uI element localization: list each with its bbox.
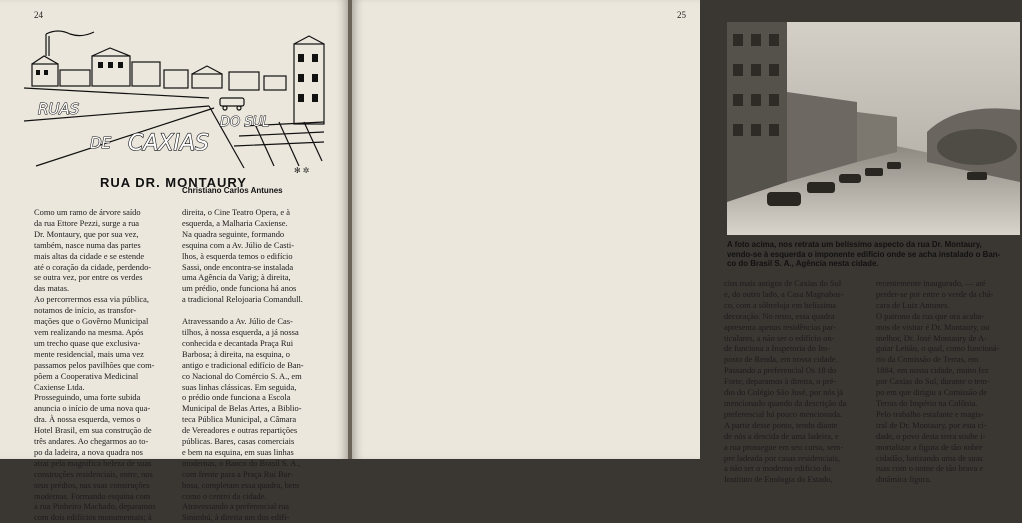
text-line: pre ladeada por casas residenciais, xyxy=(724,452,840,463)
text-line: Sassi, onde encontra-se instalada xyxy=(182,261,294,272)
author-name: Christiano Carlos Antunes xyxy=(182,186,283,195)
text-line: mações que o Govêrno Municipal xyxy=(34,316,149,327)
text-line: po em que dirigiu a Comissão de xyxy=(876,387,988,398)
text-line: um prédio, onde funciona há anos xyxy=(182,283,297,294)
text-line: a não ser o moderno edifício do xyxy=(724,463,831,474)
text-line: das matas. xyxy=(34,283,70,294)
text-line: antigo e tradicional edifício de Ban- xyxy=(182,359,304,370)
text-line: um trecho quase que exclusiva- xyxy=(34,337,141,348)
text-line: Atravessando a Av. Júlio de Cas- xyxy=(182,316,293,327)
text-line: o prédio onde funciona a Escola xyxy=(182,392,291,403)
text-line: teca Pública Municipal, a Câmara xyxy=(182,414,297,425)
page-number-left: 24 xyxy=(34,10,43,20)
text-line: atrai pela magnífica beleza de suas xyxy=(34,457,152,468)
text-line: preferencial há pouco mencionada. xyxy=(724,408,843,419)
text-line: Instituto de Enologia do Estado, xyxy=(724,474,833,485)
text-line: tilhos, à nossa esquerda, a já nossa xyxy=(182,326,299,337)
text-line: guiar Leitão, o qual, como funcioná- xyxy=(876,343,1000,354)
text-line: direita, o Cine Teatro Opera, e à xyxy=(182,207,290,217)
text-line: A foto acima, nos retrata um belíssimo aspecto da rua Dr. Montaury, xyxy=(727,240,982,249)
text-line: construções residenciais, entre, nos xyxy=(34,468,153,479)
text-line: esquerda, a Malharia Caxiense. xyxy=(182,217,288,228)
text-line: de funciona a Inspetoria do Im- xyxy=(724,343,831,354)
text-line: conhecida e decantada Praça Rui xyxy=(182,337,294,348)
text-line: ticulares, a não ser o edifício on- xyxy=(724,332,835,343)
right-page xyxy=(352,0,1001,485)
text-line: apresenta apenas residências par- xyxy=(724,321,837,332)
text-line: e, do outro lado, a Casa Magnabos- xyxy=(724,288,844,299)
text-line: Caxiense Ltda. xyxy=(34,381,85,392)
text-line: Dr. Montaury, que por sua vez, xyxy=(34,228,139,239)
text-line: 1884, em nossa cidade, muito fez xyxy=(876,365,989,376)
text-line: Municipal de Belas Artes, a Biblio- xyxy=(182,403,302,414)
text-line: três andares. Ao chegarmos ao to- xyxy=(34,436,149,447)
text-line: perder-se por entre o verde da chá- xyxy=(876,288,994,299)
text-line: posto de Renda, em nossa cidade. xyxy=(724,354,838,365)
text-line: até o coração da cidade, perdendo- xyxy=(34,261,152,272)
text-line: modernas, o Banco do Brasil S. A., xyxy=(182,457,301,468)
text-line: ruas com o nome de tão brava e xyxy=(876,463,984,474)
text-line: mos de visitar é Dr. Montaury, ou xyxy=(876,321,990,332)
text-line: com dois edifícios monumentais; à xyxy=(34,512,152,523)
text-line: vem realizando na mesma. Após xyxy=(34,326,144,337)
text-line: a rua Pinheiro Machado, deparamos xyxy=(34,501,156,512)
text-line: cios mais antigos de Caxias do Sul xyxy=(724,278,842,288)
photo-caption xyxy=(727,240,1020,269)
text-line: a tradicional Relojoaria Comandull. xyxy=(182,294,303,305)
text-line: Terras do Império na Colônia. xyxy=(876,397,978,408)
left-column-2 xyxy=(182,207,330,523)
text-line: Ao percorrermos essa via pública, xyxy=(34,294,150,305)
svg-text:DE: DE xyxy=(90,134,112,152)
text-line: Forte, deparamos à direita, o pré- xyxy=(724,376,837,387)
text-line: seus prédios, nas suas construções xyxy=(34,479,150,490)
text-line: dinâmica figura. xyxy=(876,474,932,485)
text-line: Como um ramo de árvore saído xyxy=(34,207,141,217)
text-line: melhor, Dr. José Montaury de A- xyxy=(876,332,987,343)
text-line: da rua Ettore Pezzi, surge a rua xyxy=(34,217,140,228)
text-line: Pelo trabalho estafante e magis- xyxy=(876,408,984,419)
text-line: lhos, à esquerda temos o edifício xyxy=(182,250,293,261)
svg-text:DO SUL: DO SUL xyxy=(220,115,270,130)
right-column-2 xyxy=(876,278,1022,485)
text-line: Passando a preferencial Os 18 do xyxy=(724,365,837,376)
text-line: notamos de início, as transfor- xyxy=(34,305,137,316)
page-number-right: 25 xyxy=(677,10,686,20)
text-line: po da ladeira, a nova quadra nos xyxy=(34,446,143,457)
text-line: O patrono da rua que ora acaba- xyxy=(876,310,985,321)
text-line: recentemente inaugurado, — até xyxy=(876,278,986,288)
text-line: a rua prossegue em seu curso, sem- xyxy=(724,441,844,452)
article-title: RUA DR. MONTAURY xyxy=(100,175,247,190)
text-line: A partir desse ponto, tendo diante xyxy=(724,419,838,430)
text-line: mortalizar a figura de tão nobre xyxy=(876,441,983,452)
text-line: Barbosa; à direita, na esquina, o xyxy=(182,348,291,359)
text-line: e bem na esquina, em suas linhas xyxy=(182,446,294,457)
illustration-lettering: RUAS xyxy=(38,100,80,118)
text-line: por Caxias do Sul, durante o tem- xyxy=(876,376,990,387)
text-line: esquina com a Av. Júlio de Casti- xyxy=(182,239,295,250)
text-line: se outra vez, por entre os verdes xyxy=(34,272,143,283)
text-line: também, nasce numa das partes xyxy=(34,239,141,250)
text-line: públicas. Bares, casas comerciais xyxy=(182,436,295,447)
svg-text:CAXIAS: CAXIAS xyxy=(128,131,209,156)
street-illustration xyxy=(24,26,329,168)
text-line: dade, o povo desta terra soube i- xyxy=(876,430,986,441)
text-line: mencionado quando da descrição da xyxy=(724,397,847,408)
text-line: uma Agência da Varig; à direita, xyxy=(182,272,291,283)
text-line: suas linhas clássicas. Em seguida, xyxy=(182,381,297,392)
text-line: dra. À nossa esquerda, vemos o xyxy=(34,414,141,425)
text-line: co do Brasil S. A., Agência nesta cidade. xyxy=(727,259,879,269)
text-line: co Nacional do Comércio S. A., em xyxy=(182,370,302,381)
text-line: de Vereadores e outras repartições xyxy=(182,425,298,436)
text-line: Hotel Brasil, em sua construção de xyxy=(34,425,152,436)
left-page xyxy=(0,0,348,523)
text-line: como o centro da cidade. xyxy=(182,490,267,501)
text-line: anuncia o início de uma nova qua- xyxy=(34,403,151,414)
text-line: mais altas da cidade e se estende xyxy=(34,250,145,261)
text-line: com frente para a Praça Rui Bar- xyxy=(182,468,293,479)
text-line: passamos pelos pavilhões que com- xyxy=(34,359,155,370)
text-line: mente residencial, mais uma vez xyxy=(34,348,144,359)
text-line: Atravessando a preferencial rua xyxy=(182,501,290,512)
text-line: dio do Colégio São José, por nós já xyxy=(724,387,844,398)
left-column-1 xyxy=(34,207,172,523)
text-line: tral de Dr. Montaury, por esta ci- xyxy=(876,419,987,430)
text-line: modernas. Formando esquina com xyxy=(34,490,151,501)
text-line: decoração. No resto, essa quadra xyxy=(724,310,835,321)
text-line: co, com a sôbreloja em belíssima xyxy=(724,299,836,310)
text-line: põem a Cooperativa Medicinal xyxy=(34,370,139,381)
text-line: Sinimbú, à direita um dos edifí- xyxy=(182,512,290,523)
text-line: de nós a descida de uma ladeira, e xyxy=(724,430,839,441)
text-line xyxy=(182,305,330,316)
text-line: cara de Luiz Antunes. xyxy=(876,299,950,310)
text-line: rio da Comissão de Terras, em xyxy=(876,354,979,365)
text-line: cidadão, batizando uma de suas xyxy=(876,452,983,463)
ornament-mark: ✻ ✲ xyxy=(294,166,310,175)
right-column-1 xyxy=(724,278,866,485)
street-photo xyxy=(727,22,1020,235)
text-line: bosa, completam essa quadra, bem xyxy=(182,479,300,490)
text-line: Na quadra seguinte, formando xyxy=(182,228,285,239)
text-line: Prosseguindo, uma forte subida xyxy=(34,392,141,403)
text-line: vendo-se à esquerda o imponente edifício onde se acha instalado o Ban- xyxy=(727,249,1001,259)
